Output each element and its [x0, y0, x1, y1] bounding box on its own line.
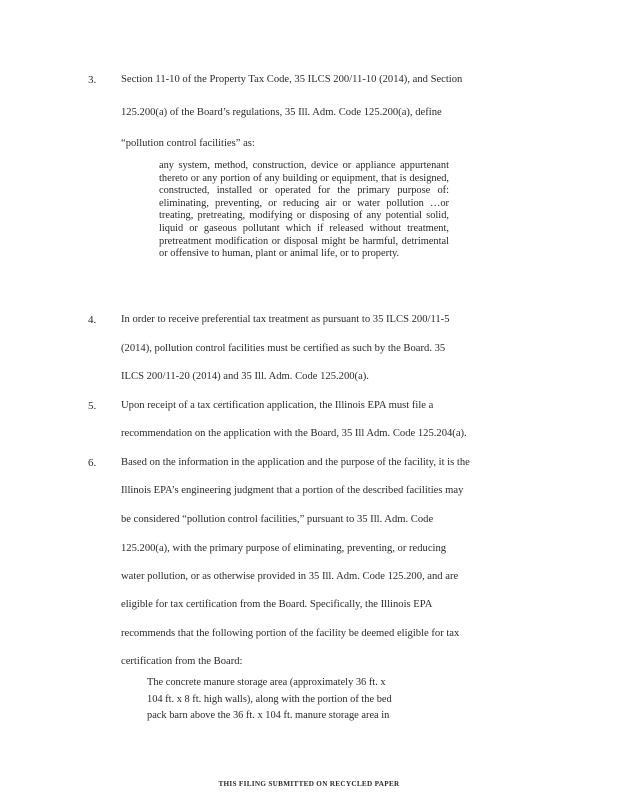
paragraph-line: be considered “pollution control facilities,” pursuant to 35 Ill. Adm. Code	[121, 514, 434, 525]
paragraph-line: Illinois EPA’s engineering judgment that a portion of the described facilities may	[121, 485, 464, 496]
block-quote: any system, method, construction, device or appliance appurtenant thereto or any portion of any building or equipment, that is designed, constructed, installed or operated for the primary purpose of: eliminating, preventing, or reducing air or water pollution …or treating, pretreating, modifying or disposing of any potential solid, liquid or gaseous pollutant which if released without treatment, pretreatment modification or disposal might be harmful, detrimental or offensive to human, plant or animal life, or to property.	[159, 160, 449, 260]
indented-description	[147, 675, 447, 725]
paragraph-number: 4.	[88, 314, 97, 326]
paragraph-number: 3.	[88, 74, 97, 86]
paragraph-line: Based on the information in the application and the purpose of the facility, it is the	[121, 457, 470, 468]
indented-line: 104 ft. x 8 ft. high walls), along with the portion of the bed	[147, 693, 392, 705]
paragraph-line: Section 11-10 of the Property Tax Code, 35 ILCS 200/11-10 (2014), and Section	[121, 74, 463, 85]
paragraph-line: recommends that the following portion of the facility be deemed eligible for tax	[121, 628, 460, 639]
paragraph-number: 6.	[88, 457, 97, 469]
paragraph-line: 125.200(a), with the primary purpose of eliminating, preventing, or reducing	[121, 543, 447, 554]
paragraph-line: 125.200(a) of the Board’s regulations, 35 Ill. Adm. Code 125.200(a), define	[121, 107, 442, 118]
indented-line: The concrete manure storage area (approximately 36 ft. x	[147, 677, 386, 688]
paragraph-line: certification from the Board:	[121, 656, 243, 667]
paragraph-line: ILCS 200/11-20 (2014) and 35 Ill. Adm. Code 125.200(a).	[121, 371, 369, 382]
paragraph-line: In order to receive preferential tax treatment as pursuant to 35 ILCS 200/11-5	[121, 314, 450, 325]
paragraph-line: water pollution, or as otherwise provided in 35 Ill. Adm. Code 125.200, and are	[121, 571, 459, 582]
paragraph-line: (2014), pollution control facilities must be certified as such by the Board. 35	[121, 343, 446, 354]
paragraph-line: recommendation on the application with the Board, 35 Ill Adm. Code 125.204(a).	[121, 428, 467, 439]
paragraph-line: eligible for tax certification from the Board. Specifically, the Illinois EPA	[121, 599, 433, 610]
paragraph-number: 5.	[88, 400, 97, 412]
indented-line: pack barn above the 36 ft. x 104 ft. manure storage area in	[147, 710, 390, 722]
paragraph-line: “pollution control facilities” as:	[121, 138, 255, 149]
page-footer: THIS FILING SUBMITTED ON RECYCLED PAPER	[218, 780, 400, 788]
paragraph-line: Upon receipt of a tax certification application, the Illinois EPA must file a	[121, 400, 434, 411]
